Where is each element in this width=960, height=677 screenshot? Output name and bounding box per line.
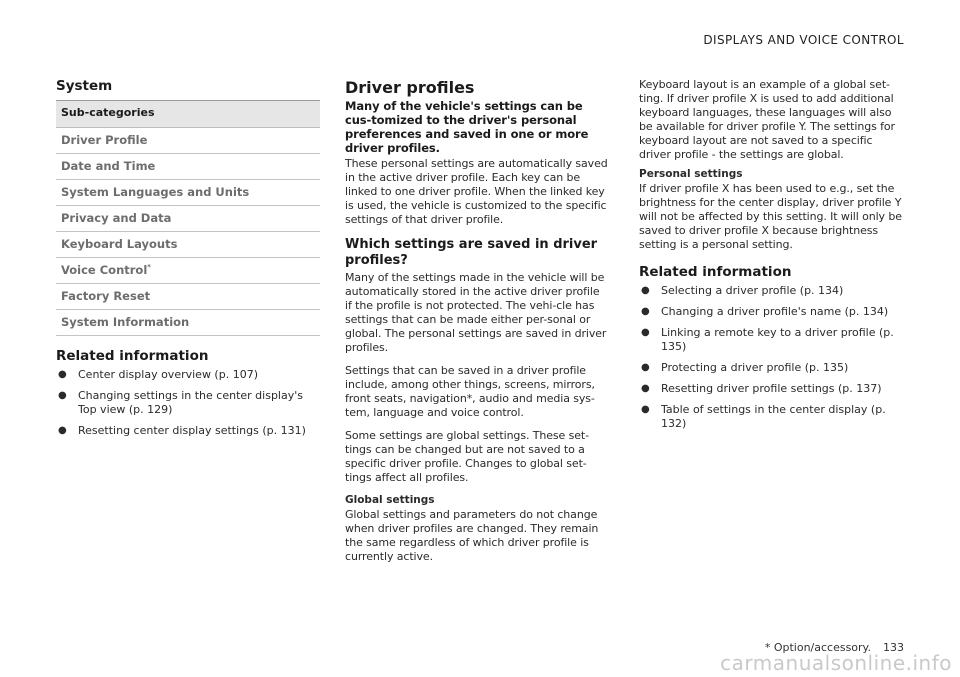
paragraph: If driver profile X has been used to e.g., set the brightness for the center display, driver profile Y will not be affected by this setting. It will only be saved to driver profile X because brightness setting is a personal setting.	[639, 182, 902, 251]
subcategories-table	[56, 100, 320, 336]
system-column	[56, 78, 320, 445]
related-link[interactable]	[639, 284, 905, 298]
option-mark: *	[147, 263, 151, 272]
related-link-text: Linking a remote key to a driver profile (p. 135)	[661, 326, 894, 353]
global-settings-title: Global settings	[345, 494, 435, 506]
related-link[interactable]	[56, 389, 320, 417]
related-link[interactable]	[639, 361, 905, 375]
settings-column	[639, 78, 905, 438]
related-link-text: Changing settings in the center display's Top view (p. 129)	[78, 389, 303, 416]
bullet-icon: ●	[641, 285, 650, 296]
personal-settings-title: Personal settings	[639, 168, 743, 180]
bullet-icon: ●	[641, 404, 650, 415]
table-row: System Languages and Units	[56, 180, 320, 206]
table-row	[56, 258, 320, 284]
related-link[interactable]	[639, 326, 905, 354]
page-number: 133	[883, 641, 904, 654]
related-link[interactable]	[639, 403, 905, 431]
paragraph: Some settings are global settings. These set-tings can be changed but are not saved to a specific driver profile. Changes to global set-tings affect all profiles.	[345, 429, 589, 484]
related-link[interactable]	[639, 382, 905, 396]
table-row: Date and Time	[56, 154, 320, 180]
table-row: Keyboard Layouts	[56, 232, 320, 258]
system-title: System	[56, 78, 113, 94]
bullet-icon: ●	[58, 390, 67, 401]
bullet-icon: ●	[641, 383, 650, 394]
paragraph: Settings that can be saved in a driver profile include, among other things, screens, mirrors, front seats, navigation*, audio and media sys-tem, language and voice control.	[345, 364, 595, 419]
related-link-text: Selecting a driver profile (p. 134)	[661, 284, 844, 297]
bullet-icon: ●	[641, 306, 650, 317]
paragraph: Many of the settings made in the vehicle will be automatically stored in the active driver profile if the profile is not protected. The vehi-cle has settings that can be made either per-sonal or global. The personal settings are saved in driver profiles.	[345, 271, 607, 354]
paragraph: Keyboard layout is an example of a global set-ting. If driver profile X is used to add additional keyboard languages, these languages will also be available for driver profile Y. The settings for keyboard layout are not saved to a specific driver profile - the settings are global.	[639, 78, 895, 161]
related-info-title: Related information	[639, 264, 792, 280]
related-info-list	[56, 368, 320, 438]
table-row: System Information	[56, 310, 320, 336]
related-link[interactable]	[56, 424, 320, 438]
table-row: Privacy and Data	[56, 206, 320, 232]
table-header: Sub-categories	[56, 101, 320, 128]
paragraph: These personal settings are automatically saved in the active driver profile. Each key can be linked to one driver profile. When the linked key is used, the vehicle is customized to the specific settings of that driver profile.	[345, 157, 608, 226]
bullet-icon: ●	[641, 327, 650, 338]
related-link[interactable]	[56, 368, 320, 382]
related-link-text: Table of settings in the center display (p. 132)	[661, 403, 886, 430]
bullet-icon: ●	[58, 425, 67, 436]
lead-paragraph: Many of the vehicle's settings can be cus-tomized to the driver's personal preferences and saved in one or more driver profiles.	[345, 99, 589, 155]
driver-profiles-column	[345, 78, 609, 573]
related-link-text: Protecting a driver profile (p. 135)	[661, 361, 849, 374]
bullet-icon: ●	[58, 369, 67, 380]
related-link-text: Resetting driver profile settings (p. 137)	[661, 382, 882, 395]
row-label: Voice Control	[61, 263, 148, 277]
related-link-text: Center display overview (p. 107)	[78, 368, 258, 381]
section-header: DISPLAYS AND VOICE CONTROL	[703, 33, 904, 47]
footnote: * Option/accessory.	[764, 641, 871, 654]
related-link-text: Resetting center display settings (p. 131)	[78, 424, 306, 437]
page-title: Driver profiles	[345, 78, 475, 97]
related-info-list	[639, 284, 905, 431]
related-link-text: Changing a driver profile's name (p. 134)	[661, 305, 889, 318]
table-row: Factory Reset	[56, 284, 320, 310]
section-subtitle: Which settings are saved in driver profiles?	[345, 237, 598, 268]
table-row: Driver Profile	[56, 128, 320, 154]
paragraph: Global settings and parameters do not change when driver profiles are changed. They remain the same regardless of which driver profile is currently active.	[345, 508, 599, 563]
bullet-icon: ●	[641, 362, 650, 373]
related-info-title: Related information	[56, 348, 209, 364]
related-link[interactable]	[639, 305, 905, 319]
watermark: carmanualsonline.info	[720, 651, 952, 675]
